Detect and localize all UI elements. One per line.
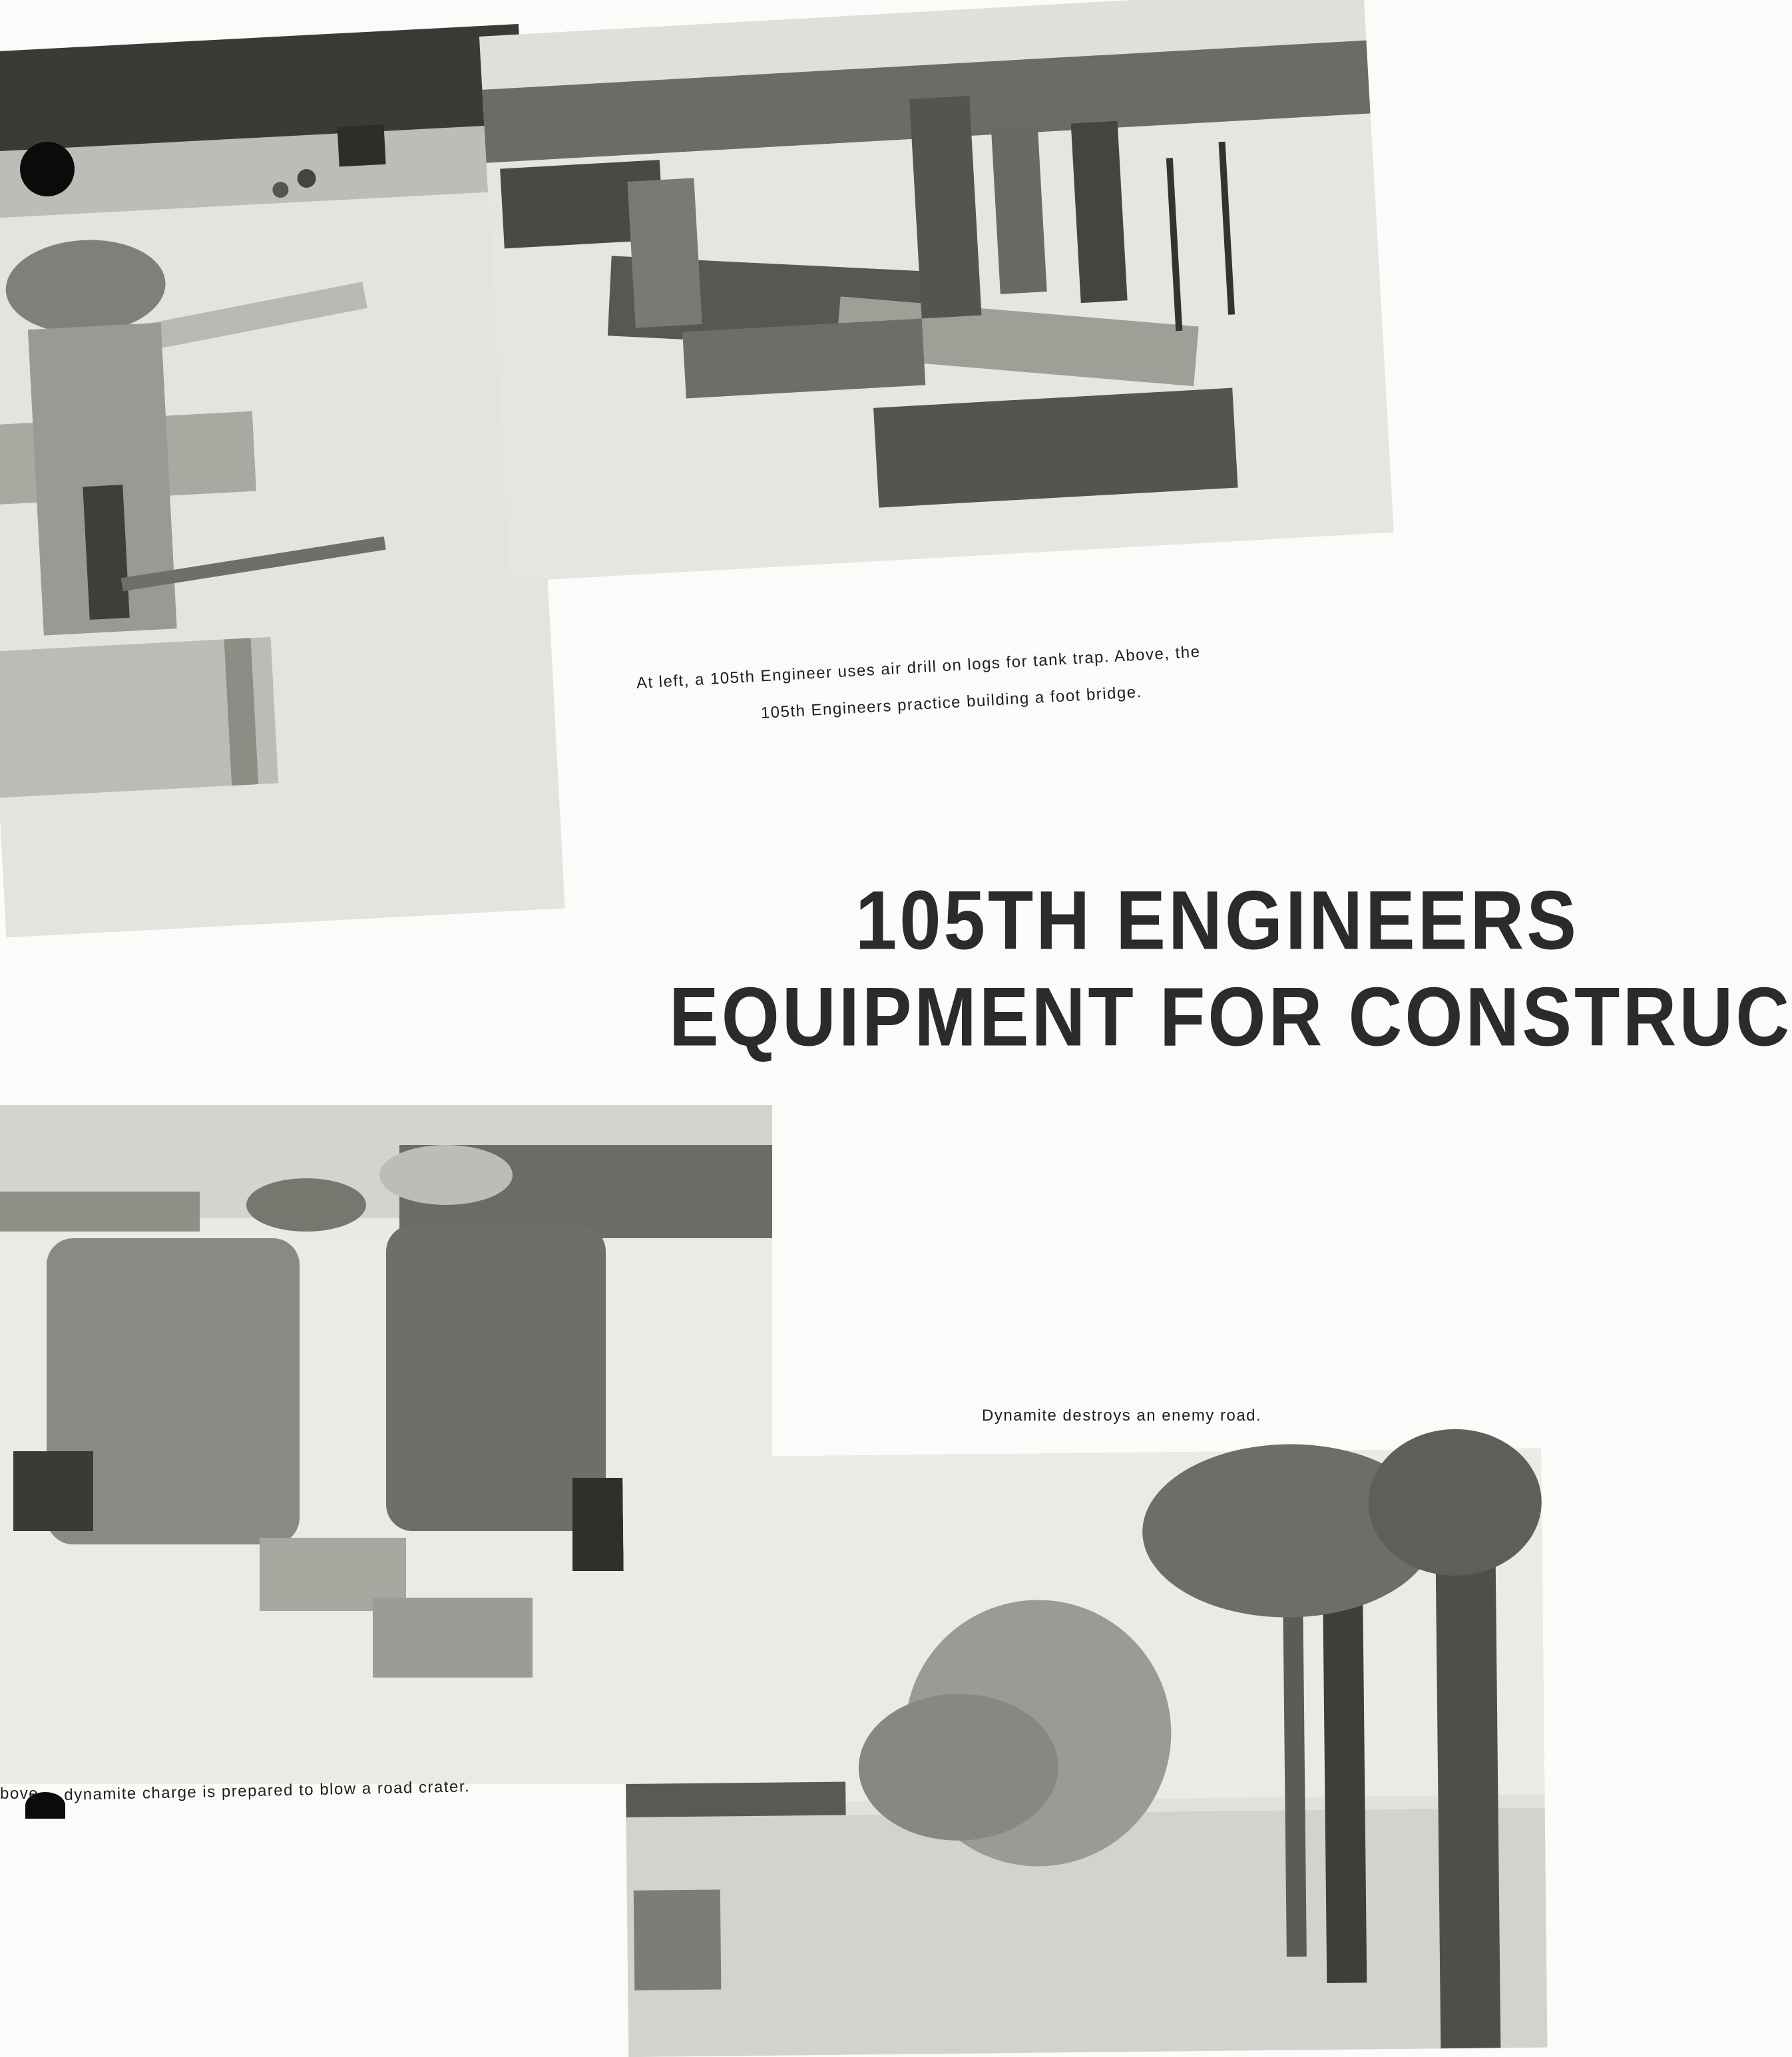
photo-foot-bridge [479,0,1394,582]
photo-air-drill-logs [0,24,564,937]
caption-bottom-left-fragment: bove [0,1785,39,1803]
headline-line-1: 105TH ENGINEERS [855,873,1579,967]
caption-top-line-1: At left, a 105th Engineer uses air drill on logs for tank trap. Above, the [636,642,1202,692]
headline-line-2: EQUIPMENT FOR CONSTRUC [669,970,1792,1064]
caption-road-destroyed: Dynamite destroys an enemy road. [982,1407,1262,1425]
caption-dynamite-charge: dynamite charge is prepared to blow a road crater. [64,1777,471,1804]
caption-top-line-2: 105th Engineers practice building a foot bridge. [760,682,1143,722]
photo-road-explosion [622,1449,1547,2057]
punch-hole [20,142,75,196]
